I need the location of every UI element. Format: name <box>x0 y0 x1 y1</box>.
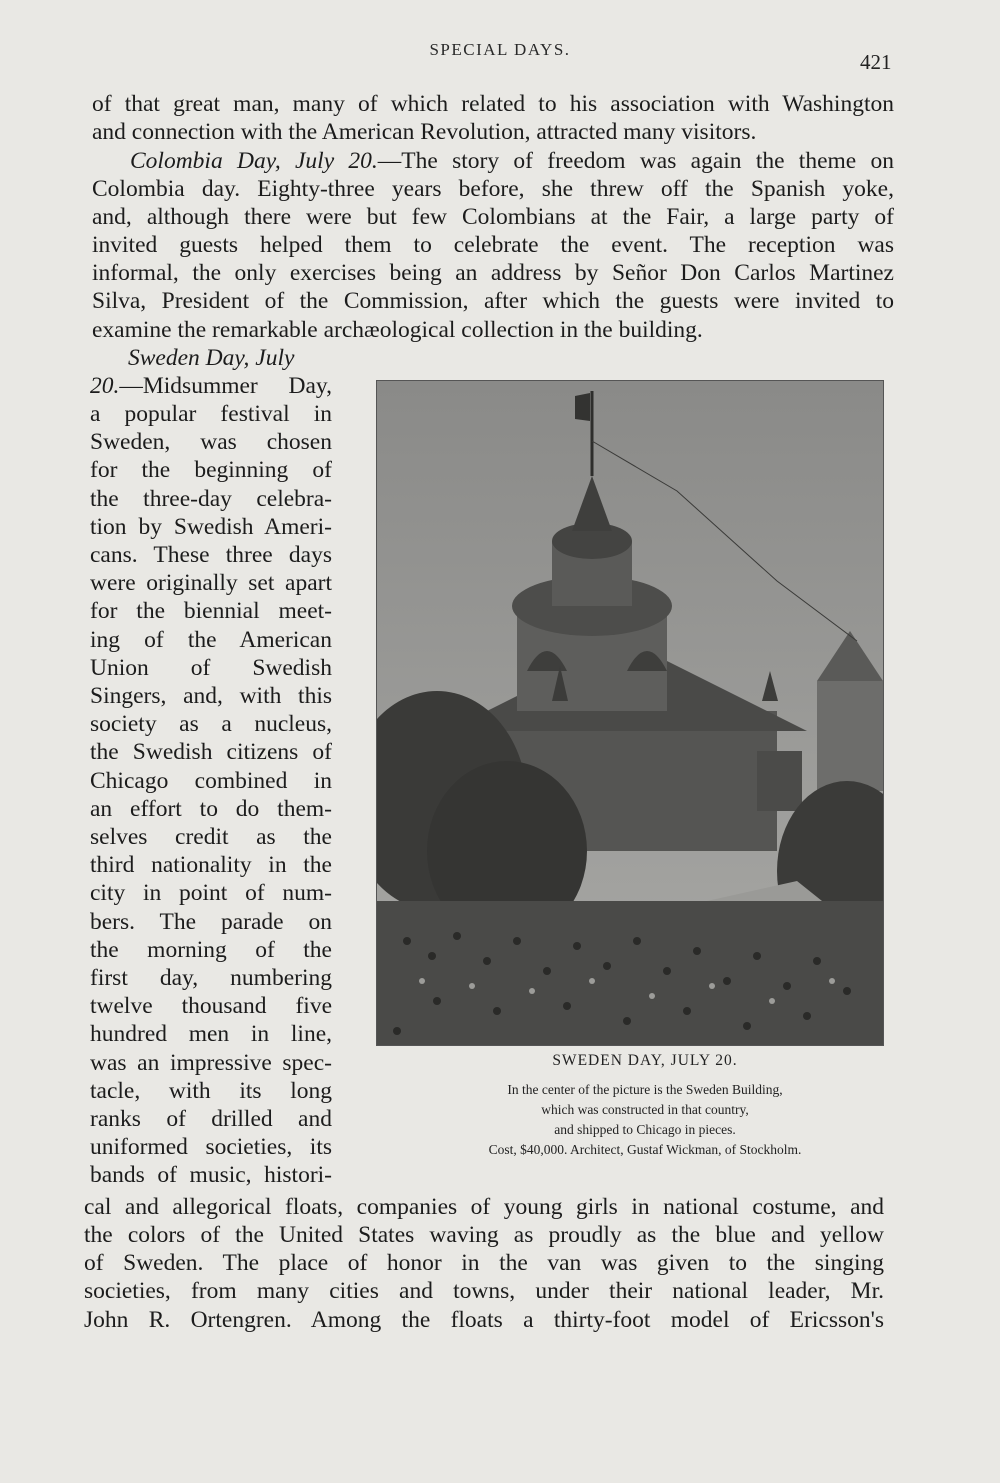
narrow-body-line: an effort to do them- <box>90 795 332 822</box>
narrow-body-line: Union of Swedish <box>90 654 332 681</box>
body-line: invited guests helped them to celebrate the event. The reception was <box>92 232 894 258</box>
narrow-body-line: for the biennial meet- <box>90 598 332 625</box>
narrow-body-line: tion by Swedish Ameri- <box>90 513 332 540</box>
body-line: Colombia day. Eighty-three years before, she threw off the Spanish yoke, <box>92 176 894 202</box>
narrow-body-line: was an impressive spec- <box>90 1049 332 1076</box>
body-line: John R. Ortengren. Among the floats a thirty-foot model of Ericsson's <box>84 1307 884 1333</box>
narrow-body-line: selves credit as the <box>90 824 332 850</box>
body-line: societies, from many cities and towns, under their national leader, Mr. <box>84 1278 884 1304</box>
photo-illustration <box>377 381 883 1045</box>
narrow-body-line: Singers, and, with this <box>90 683 332 709</box>
body-text: —The story of freedom was again the theme on <box>377 148 895 174</box>
figure-caption-line: Cost, $40,000. Architect, Gustaf Wickman, of Stockholm. <box>488 1142 802 1157</box>
narrow-body-line: the Swedish citizens of <box>90 739 332 766</box>
body-line: cal and allegorical floats, companies of young girls in national costume, and <box>84 1194 884 1220</box>
narrow-body-line: cans. These three days <box>90 542 332 568</box>
body-line: of that great man, many of which related to his association with Washington <box>92 91 894 117</box>
colombia-heading: Colombia Day, July 20. <box>130 148 378 174</box>
narrow-body-line: third nationality in the <box>90 852 332 879</box>
narrow-body-line: Chicago combined in <box>90 767 332 794</box>
narrow-body-line: bers. The parade on <box>90 908 332 935</box>
figure-caption-line: which was constructed in that country, <box>541 1102 749 1117</box>
figure-caption-line: and shipped to Chicago in pieces. <box>554 1122 736 1137</box>
narrow-body-line: twelve thousand five <box>90 993 332 1020</box>
body-line: examine the remarkable archæological collection in the building. <box>92 317 703 343</box>
narrow-body-line: a popular festival in <box>90 401 332 427</box>
narrow-body-line: bands of music, histori- <box>90 1162 332 1189</box>
body-line: the colors of the United States waving as proudly as the blue and yellow <box>84 1222 884 1248</box>
narrow-body-line: Sweden, was chosen <box>90 429 332 456</box>
narrow-body-line: ing of the American <box>90 626 332 653</box>
narrow-body-line: hundred men in line, <box>90 1021 332 1048</box>
body-line: informal, the only exercises being an address by Señor Don Carlos Martinez <box>92 260 894 286</box>
narrow-body-line: society as a nucleus, <box>90 711 332 738</box>
body-line: Silva, President of the Commission, after which the guests were invited to <box>92 288 894 314</box>
narrow-body-line: were originally set apart <box>90 570 332 597</box>
narrow-body-line: the morning of the <box>90 936 332 963</box>
sweden-heading-line-2 <box>90 372 332 400</box>
narrow-body-line: uniformed societies, its <box>90 1134 332 1161</box>
narrow-body-line: tacle, with its long <box>90 1077 332 1104</box>
colombia-paragraph-first-line <box>92 147 894 175</box>
sweden-heading-line <box>90 344 332 372</box>
narrow-body-line: ranks of drilled and <box>90 1106 332 1132</box>
body-line: and connection with the American Revolution, attracted many visitors. <box>92 119 757 145</box>
page-number: 421 <box>860 50 892 74</box>
figure-caption-line: In the center of the picture is the Sweden Building, <box>507 1082 783 1097</box>
running-head: SPECIAL DAYS. <box>429 40 571 59</box>
narrow-body-line: for the beginning of <box>90 457 332 484</box>
body-line: and, although there were but few Colombians at the Fair, a large party of <box>92 204 894 230</box>
figure-title: SWEDEN DAY, JULY 20. <box>552 1052 738 1069</box>
body-line: of Sweden. The place of honor in the van was given to the singing <box>84 1250 884 1276</box>
sweden-building-photograph <box>376 380 884 1046</box>
body-text: —Midsummer Day, <box>119 373 332 399</box>
sweden-heading-date: 20. <box>90 373 120 399</box>
narrow-body-line: the three-day celebra- <box>90 485 332 512</box>
narrow-body-line: city in point of num- <box>90 880 332 907</box>
sweden-heading: Sweden Day, July <box>128 345 295 371</box>
narrow-body-line: first day, numbering <box>90 965 332 991</box>
